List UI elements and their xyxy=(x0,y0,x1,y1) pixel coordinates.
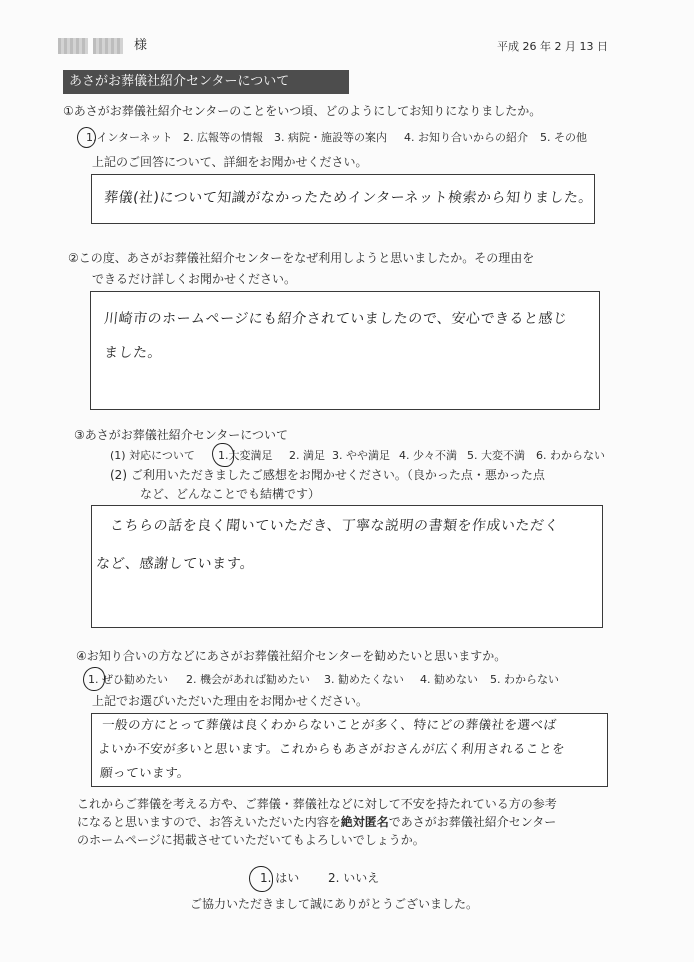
q1-option-1: 1.インターネット xyxy=(86,131,173,144)
q2-answer-line2: ました。 xyxy=(103,345,163,361)
q4-answer-line3: 願っています。 xyxy=(99,765,191,780)
redacted-name-2 xyxy=(93,38,123,54)
q4-option-3: 3. 勧めたくない xyxy=(324,673,404,686)
q4-selected-circle xyxy=(83,667,105,691)
q4-option-5: 5. わからない xyxy=(490,673,559,686)
q1-option-4: 4. お知り合いからの紹介 xyxy=(404,131,528,144)
q3-question: ③あさがお葬儀社紹介センターについて xyxy=(74,428,289,442)
q1-answer: 葬儀(社)について知識がなかったためインターネット検索から知りました。 xyxy=(103,190,594,206)
q1-option-3: 3. 病院・施設等の案内 xyxy=(274,131,387,144)
q4-option-2: 2. 機会があれば勧めたい xyxy=(186,673,310,686)
q3-sub1-option-6: 6. わからない xyxy=(536,449,605,462)
q1-option-2: 2. 広報等の情報 xyxy=(183,131,263,144)
q1-option-5: 5. その他 xyxy=(540,131,587,144)
q3-selected-circle xyxy=(212,443,234,467)
consent-line2: になると思いますので、お答えいただいた内容を絶対匿名であさがお葬儀社紹介センター xyxy=(77,815,557,829)
q3-sub1-option-2: 2. 満足 xyxy=(289,449,325,462)
redacted-name-1 xyxy=(58,38,88,54)
consent-option-no: 2. いいえ xyxy=(328,871,380,885)
q1-followup: 上記のご回答について、詳細をお聞かせください。 xyxy=(92,155,368,169)
consent-selected-circle xyxy=(249,866,273,892)
consent-option-yes: 1. はい xyxy=(260,871,300,885)
q4-followup: 上記でお選びいただいた理由をお聞かせください。 xyxy=(92,694,369,708)
q1-question: ①あさがお葬儀社紹介センターのことをいつ頃、どのようにしてお知りになりましたか。 xyxy=(63,104,542,118)
q4-question: ④お知り合いの方などにあさがお葬儀社紹介センターを勧めたいと思いますか。 xyxy=(76,649,507,663)
q3-sub2-line1: (2) ご利用いただきましたご感想をお聞かせください。（良かった点・悪かった点 xyxy=(110,468,545,482)
q3-sub1-option-4: 4. 少々不満 xyxy=(399,449,457,462)
q4-answer-line1: 一般の方にとって葬儀は良くわからないことが多く、特にどの葬儀社を選べば xyxy=(101,717,558,732)
q3-answer-line1: こちらの話を良く聞いていただき、丁寧な説明の書類を作成いただく xyxy=(109,518,560,534)
document-date: 平成 26 年 2 月 13 日 xyxy=(497,40,608,53)
q2-question-line2: できるだけ詳しくお聞かせください。 xyxy=(92,272,297,286)
q3-sub1-label: (1) 対応について xyxy=(110,449,195,462)
q3-sub1-option-3: 3. やや満足 xyxy=(332,449,390,462)
q3-sub1-option-5: 5. 大変不満 xyxy=(467,449,525,462)
q1-selected-circle xyxy=(77,127,96,148)
q2-answer-line1: 川崎市のホームページにも紹介されていましたので、安心できると感じ xyxy=(103,311,569,327)
consent-line3: のホームページに掲載させていただいてもよろしいでしょうか。 xyxy=(77,833,425,847)
closing-message: ご協力いただきまして誠にありがとうございました。 xyxy=(190,897,479,911)
q3-answer-line2: など、感謝しています。 xyxy=(95,556,256,572)
q2-question-line1: ②この度、あさがお葬儀社紹介センターをなぜ利用しようと思いましたか。その理由を xyxy=(68,251,535,265)
q4-option-4: 4. 勧めない xyxy=(420,673,478,686)
q3-sub1-option-1: 1.大変満足 xyxy=(218,449,273,462)
honorific: 様 xyxy=(134,38,148,53)
q3-sub2-line2: など、どんなことでも結構です） xyxy=(140,487,321,501)
section-title: あさがお葬儀社紹介センターについて xyxy=(63,70,349,94)
consent-line1: これからご葬儀を考える方や、ご葬儀・葬儀社などに対して不安を持たれている方の参考 xyxy=(77,797,557,811)
q4-answer-line2: よいか不安が多いと思います。これからもあさがおさんが広く利用されることを xyxy=(97,741,566,756)
consent-anonymous-emphasis: 絶対匿名 xyxy=(340,815,389,829)
q4-option-1: 1. ぜひ勧めたい xyxy=(88,673,168,686)
